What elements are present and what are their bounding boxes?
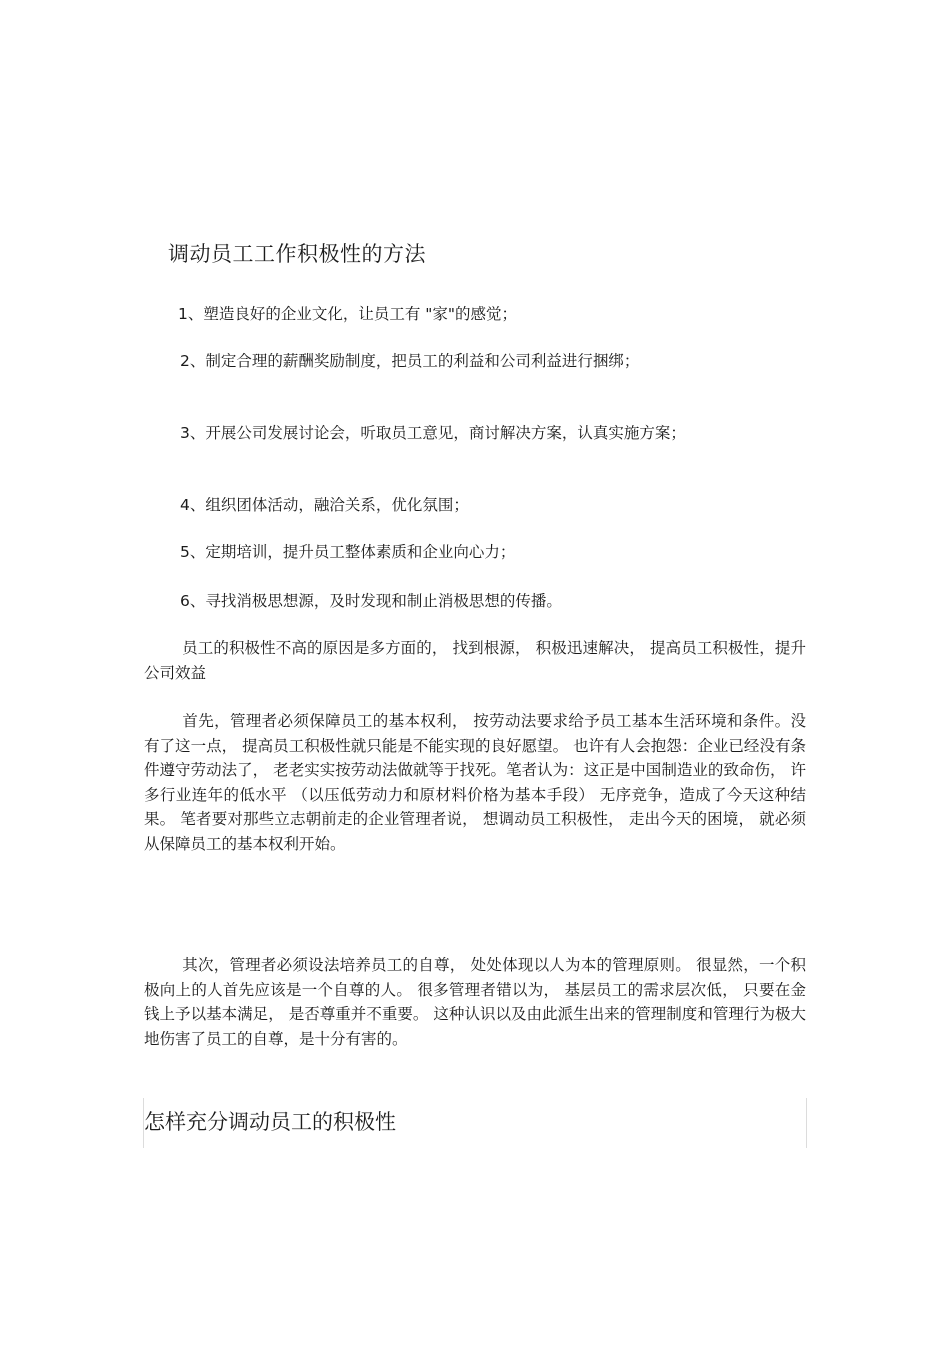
- document-title: 调动员工工作积极性的方法: [168, 242, 426, 266]
- paragraph-3-text: 其次，管理者必须设法培养员工的自尊， 处处体现以人为本的管理原则。 很显然，一个积极向上的人首先应该是一个自尊的人。 很多管理者错以为， 基层员工的需求层次低， 只要在金钱上予以基本满足， 是否尊重并不重要。 这种认识以及由此派生出来的管理制度和管理行为极大地伤害了员工的自尊，是十分有害的。: [144, 956, 806, 1048]
- paragraph-2-text: 首先，管理者必须保障员工的基本权利， 按劳动法要求给予员工基本生活环境和条件。没有了这一点， 提高员工积极性就只能是不能实现的良好愿望。 也许有人会抱怨：企业已经没有条件遵守劳动法了， 老老实实按劳动法做就等于找死。笔者认为：这正是中国制造业的致命伤， 许多行业连年的低水平 （以压低劳动力和原材料价格为基本手段） 无序竞争，造成了今天这种结果。 笔者要对那些立志朝前走的企业管理者说， 想调动员工积极性， 走出今天的困境， 就必须从保障员工的基本权利开始。: [144, 712, 806, 853]
- list-item-6: 6、寻找消极思想源，及时发现和制止消极思想的传播。: [180, 592, 562, 610]
- paragraph-1-text: 员工的积极性不高的原因是多方面的， 找到根源， 积极迅速解决， 提高员工积极性，提升公司效益: [144, 639, 806, 682]
- paragraph-1: [144, 636, 806, 685]
- list-item-3: 3、开展公司发展讨论会，听取员工意见，商讨解决方案，认真实施方案；: [180, 424, 686, 442]
- section-heading: 怎样充分调动员工的积极性: [144, 1110, 396, 1134]
- list-item-2: 2、制定合理的薪酬奖励制度，把员工的利益和公司利益进行捆绑；: [180, 352, 640, 370]
- list-item-1: 1、塑造良好的企业文化，让员工有 "家"的感觉；: [178, 305, 518, 323]
- list-item-5: 5、定期培训，提升员工整体素质和企业向心力；: [180, 543, 516, 561]
- list-item-4: 4、组织团体活动，融洽关系，优化氛围；: [180, 496, 469, 514]
- table-border-right: [806, 1098, 807, 1148]
- paragraph-3: [144, 953, 806, 1051]
- paragraph-2: [144, 709, 806, 856]
